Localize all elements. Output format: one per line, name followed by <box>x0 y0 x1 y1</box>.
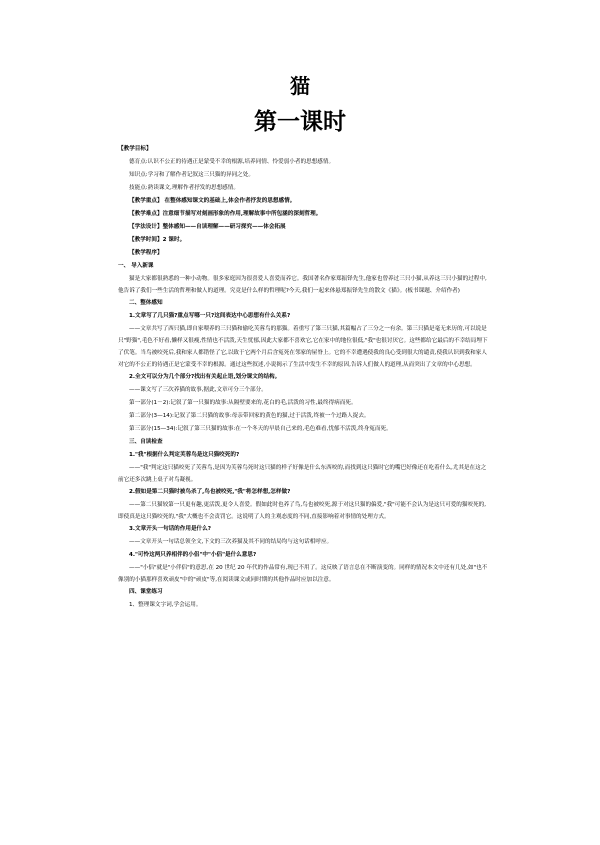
goal-knowledge: 知识点:学习和了解作者记叙这三只猫的异同之处。 <box>129 172 254 178</box>
intro-text: 猫是大家都很熟悉的一种小动物。很多家庭因为很喜爱人喜爱而养它。我国著名作家郑振铎先生,他家也曾养过三只小猫,从养这三只小猫的过程中,他告诉了我们一些生活的哲理和做人的道理。究竟是什么样的哲理呢?今天,我们一起来体悬郑振铎先生的散文《猫》。(板书课题、介绍作者) <box>118 276 487 294</box>
structure-part-1: 第一部分(1－2):记叙了第一只猫的故事:从隔壁要来的,花白的毛,活泼的习性,最终得病而死。 <box>129 400 357 406</box>
goal-skill: 技能点:熟读课文,理解作者抒发的思想感情。 <box>129 185 239 191</box>
perception-answer-1: ——文章共写了西只猫,即自家喂养的三只猫和偷吃芙蓉鸟的那猫。着重写了第三只猫,其篇幅占了三分之一有余。第三只猫是毫无来历的,可以说是只"野猫",毛色不好看,懒样又很瘦,性情也不活泼,天生忧郁,因此大家都不喜欢它,它在家中的地位很低,"我"也很讨厌它。这些都给它最后的不幸结局埋下了伏笔。当鸟被咬死后,我和家人都错怪了它,以致于它两个月后含冤死在邻家的屋脊上。它的不幸遭遇使我的良心受到很大的谴责,使我认识到我和家人对它的不公正的待遇正是它蒙受不幸的根源。通过这些叙述,小说揭示了生活中发生不幸的原因,告诉人们做人的道理,从而突出了文章的中心思想。 <box>118 326 488 368</box>
perception-heading: 二、整体感知 <box>129 300 163 306</box>
teaching-procedure: 【教学程序】 <box>129 250 163 256</box>
perception-answer-2: ——课文写了三次养猫的故事,据此,文章可分三个部分。 <box>129 387 267 393</box>
check-answer-2: ——第二只猫较第一只更有趣,更活泼,更令人喜爱。假如此时也养了鸟,鸟也被咬死,源于对这只猫的偏爱,"我"可能不会认为是这只可爱的猫咬死的,即使真是这只猫咬死的,"我"大概也不会责罚它。这说明了人的主观态度的不同,直接影响着对事情的处理方式。 <box>118 502 487 520</box>
structure-part-2: 第二部分(3—14):记叙了第二只猫的故事:母亲带回家的黄色的猫,过于活泼,终被一个过路人捉去。 <box>129 413 370 419</box>
goals-heading: 【教学目标】 <box>118 146 152 152</box>
check-answer-1: ——"我"判定这只猫咬死了芙蓉鸟,是因为芙蓉鸟死时这只猫的样子好像是什么东西咬的,而找到这只猫时它的嘴巴好像还在吃着什么,尤其是在这之前它还多次跳上桌子对鸟凝视。 <box>118 465 487 483</box>
perception-question-2: 2.全文可以分为几个部分?找出有关起止语,划分课文的结构。 <box>129 374 281 380</box>
practice-heading: 四、课堂练习 <box>129 589 163 595</box>
teaching-key: 【教学重点】 在整体感知课文的基础上,体会作者抒发的思想感情。 <box>129 198 296 204</box>
document-body <box>118 143 488 612</box>
teaching-difficulty: 【教学难点】注意细节描写对刻画形象的作用,理解故事中所包涵的深刻哲理。 <box>129 211 322 217</box>
perception-question-1: 1.文章写了几只猫?重点写哪一只?这间表达中心思想有什么关系? <box>129 313 291 319</box>
check-answer-4: ——"小侣"就是"小伴侣"的意思,在 20 世纪 20 年代的作品常有,现已不用了。这反映了语言总在不断演变的。同样的情况本文中还有几处,如"也不像别的小猫那样喜欢顽皮"中的"顽皮"等,在阅读课文或同时期的其他作品时应加以注意。 <box>118 565 488 583</box>
structure-part-3: 第三部分(15—34):记叙了第三只猫的故事:在一个冬天的早晨自己来的,毛色难看,忧郁不活泼,终身冤而死。 <box>129 426 392 432</box>
teaching-hours: 【教学时间】2 课时。 <box>129 237 186 243</box>
check-answer-3: ——文章开头一句话总领全文,下文的三次养猫及其不同的结局均与这句话相呼应。 <box>129 539 333 545</box>
goal-moral: 德育点:认识不公正的待遇正是蒙受不幸的根源,培养同情、怜爱弱小者的思想感情。 <box>129 159 335 165</box>
check-question-2: 2.假如是第二只猫时被鸟杀了,鸟也被咬死,"我"将怎样想,怎样做? <box>129 489 291 495</box>
document-title: 猫 <box>290 74 310 98</box>
learning-design: 【学法设计】整体感知——自读理解——研习探究——体会拓展 <box>129 224 286 230</box>
intro-heading: 一、 导入新课 <box>118 263 154 269</box>
check-heading: 三、自读检查 <box>129 439 163 445</box>
practice-item-1: 1、整理课文字词,学会运用。 <box>129 602 202 608</box>
document-subtitle: 第一课时 <box>254 109 346 135</box>
check-question-4: 4."可怜这两只养相伴的小侣"中"小侣"是什么意思? <box>129 552 257 558</box>
check-question-1: 1."我"根据什么判定芙蓉鸟是这只猫咬死的? <box>129 452 240 458</box>
check-question-3: 3.文章开头一句话的作用是什么? <box>129 526 211 532</box>
